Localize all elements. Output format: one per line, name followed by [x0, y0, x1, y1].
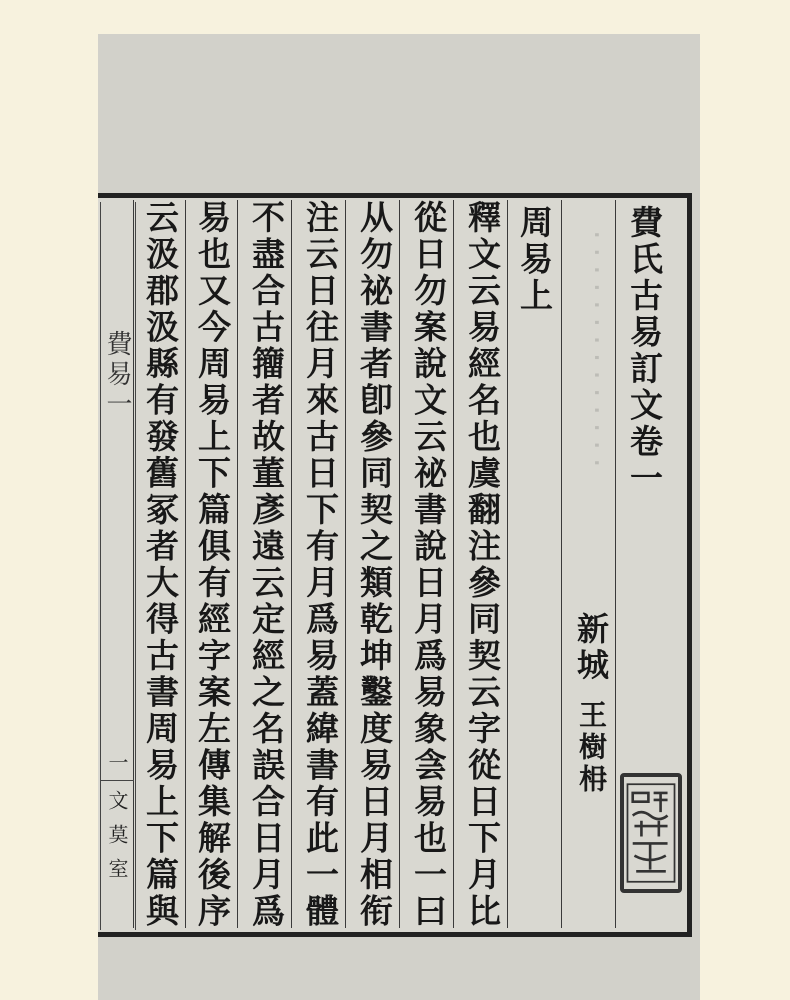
- column-rule: [615, 200, 616, 928]
- section-heading: 周易上: [515, 205, 554, 315]
- seal-stamp: [620, 773, 682, 893]
- text-column-7: 云汲郡汲縣有發舊冢者大得古書周易上下篇與: [141, 200, 180, 930]
- text-column-6: 易也又今周易上下篇俱有經字案左傳集解後序: [193, 200, 232, 930]
- text-column-2: 從日勿案說文云祕書說日月爲易象侌易也一曰: [409, 200, 448, 930]
- margin-title: 費易一: [102, 330, 132, 420]
- author-place: 新城: [572, 612, 610, 684]
- seal-icon: [624, 777, 678, 889]
- book-title: 費氏古易訂文卷一: [625, 205, 664, 497]
- text-column-4: 注云日往月來古日下有月爲易蓋緯書有此一體: [301, 200, 340, 930]
- text-column-3: 从勿祕書者卽參同契之類乾坤鑿度易日月相衔: [355, 200, 394, 930]
- author-name: 王樹枏: [575, 700, 608, 796]
- margin-leaf-number: 一: [105, 752, 129, 782]
- column-rule: [561, 200, 562, 928]
- text-column-5: 不盡合古籒者故董彥遠云定經之名誤合日月爲: [247, 200, 286, 930]
- bleed-through: ‧‧‧‧‧‧‧‧‧‧‧‧‧‧: [578, 230, 613, 476]
- margin-studio-name: 文莫室: [105, 790, 129, 892]
- text-column-1: 釋文云易經名也虞翻注參同契云字從日下月比: [463, 200, 502, 930]
